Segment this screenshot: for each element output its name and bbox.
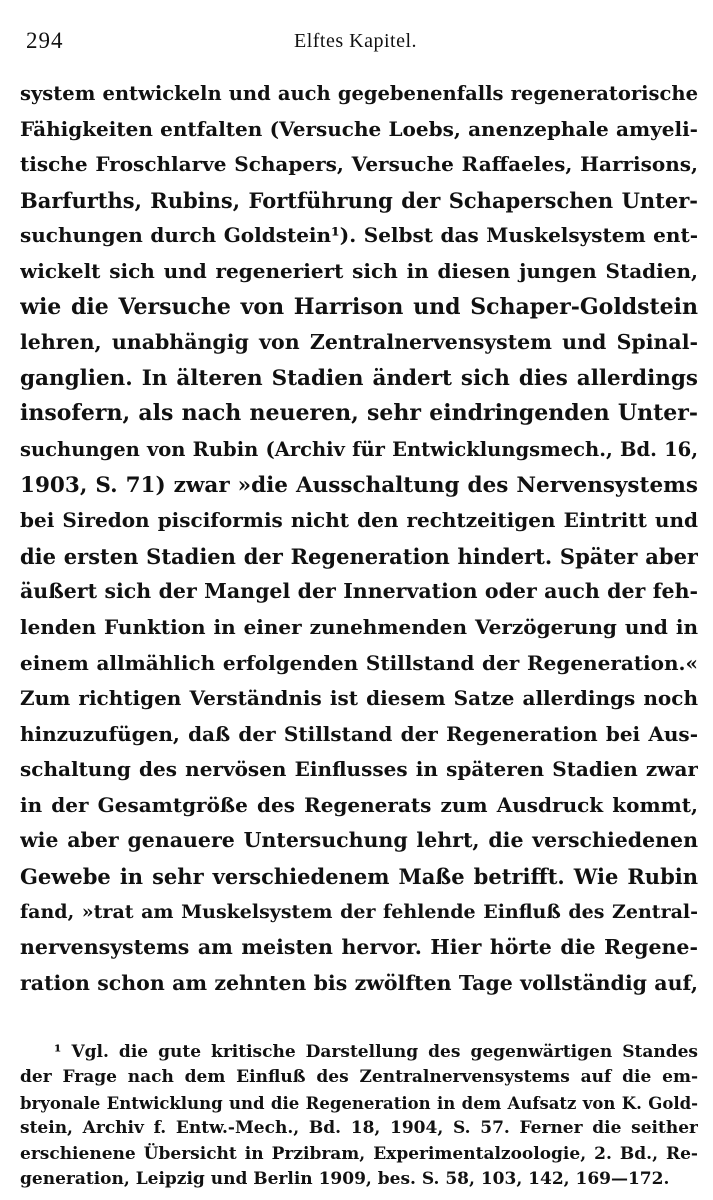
text-line: lehren, unabhängig von Zentralnervensystem und Spinal-: [20, 330, 698, 355]
text-line: ration schon am zehnten bis zwölften Tage vollständig auf,: [20, 970, 698, 995]
footnote-line: generation, Leipzig und Berlin 1909, bes. S. 58, 103, 142, 169—172.: [20, 1168, 670, 1189]
book-page: [20, 24, 698, 1189]
text-line: schaltung des nervösen Einflusses in späteren Stadien zwar: [20, 757, 698, 782]
footnote-line: ¹ Vgl. die gute kritische Darstellung des gegenwärtigen Standes: [54, 1042, 698, 1062]
text-line: ganglien. In älteren Stadien ändert sich dies allerdings: [20, 365, 698, 391]
text-line: fand, »trat am Muskelsystem der fehlende Einfluß des Zentral-: [20, 900, 698, 923]
text-line: wie aber genauere Untersuchung lehrt, die verschiedenen: [20, 828, 698, 853]
page-number: 294: [26, 28, 64, 53]
footnote-line: erschienene Übersicht in Przibram, Experimentalzoologie, 2. Bd., Re-: [20, 1143, 698, 1164]
text-line: wie die Versuche von Harrison und Schaper-Goldstein: [20, 293, 698, 320]
text-line: nervensystems am meisten hervor. Hier hörte die Regene-: [20, 935, 698, 960]
text-line: lenden Funktion in einer zunehmenden Verzögerung und in: [20, 614, 698, 639]
footnote: [20, 1040, 698, 1192]
text-line: äußert sich der Mangel der Innervation oder auch der feh-: [20, 579, 698, 604]
chapter-title: Elftes Kapitel.: [294, 30, 418, 52]
text-line: Fähigkeiten entfalten (Versuche Loebs, anenzephale amyeli-: [20, 116, 698, 141]
text-line: Barfurths, Rubins, Fortführung der Schaperschen Unter-: [20, 187, 698, 213]
footnote-line: bryonale Entwicklung und die Regeneration in dem Aufsatz von K. Gold-: [20, 1093, 698, 1113]
text-line: einem allmählich erfolgenden Stillstand der Regeneration.«: [20, 650, 698, 675]
text-line: Gewebe in sehr verschiedenem Maße betrifft. Wie Rubin: [20, 864, 698, 890]
text-line: in der Gesamtgröße des Regenerats zum Ausdruck kommt,: [20, 792, 698, 817]
text-line: system entwickeln und auch gegebenenfalls regeneratorische: [20, 82, 698, 105]
text-line: hinzuzufügen, daß der Stillstand der Regeneration bei Aus-: [20, 721, 698, 746]
running-head: [20, 24, 698, 60]
text-line: tische Froschlarve Schapers, Versuche Raffaeles, Harrisons,: [20, 152, 698, 177]
text-line: insofern, als nach neueren, sehr eindringenden Unter-: [20, 400, 698, 427]
text-line: wickelt sich und regeneriert sich in diesen jungen Stadien,: [20, 258, 698, 283]
main-text: [20, 76, 698, 1001]
text-line: die ersten Stadien der Regeneration hindert. Später aber: [20, 543, 698, 569]
text-line: bei Siredon pisciformis nicht den rechtzeitigen Eintritt und: [20, 508, 698, 533]
text-line: suchungen von Rubin (Archiv für Entwicklungsmech., Bd. 16,: [20, 437, 698, 461]
text-line: suchungen durch Goldstein¹). Selbst das Muskelsystem ent-: [20, 223, 698, 248]
text-line: 1903, S. 71) zwar »die Ausschaltung des Nervensystems: [20, 472, 698, 498]
footnote-line: stein, Archiv f. Entw.-Mech., Bd. 18, 1904, S. 57. Ferner die seither: [20, 1118, 698, 1139]
footnote-line: der Frage nach dem Einfluß des Zentralnervensystems auf die em-: [20, 1067, 698, 1088]
text-line: Zum richtigen Verständnis ist diesem Satze allerdings noch: [20, 686, 698, 711]
